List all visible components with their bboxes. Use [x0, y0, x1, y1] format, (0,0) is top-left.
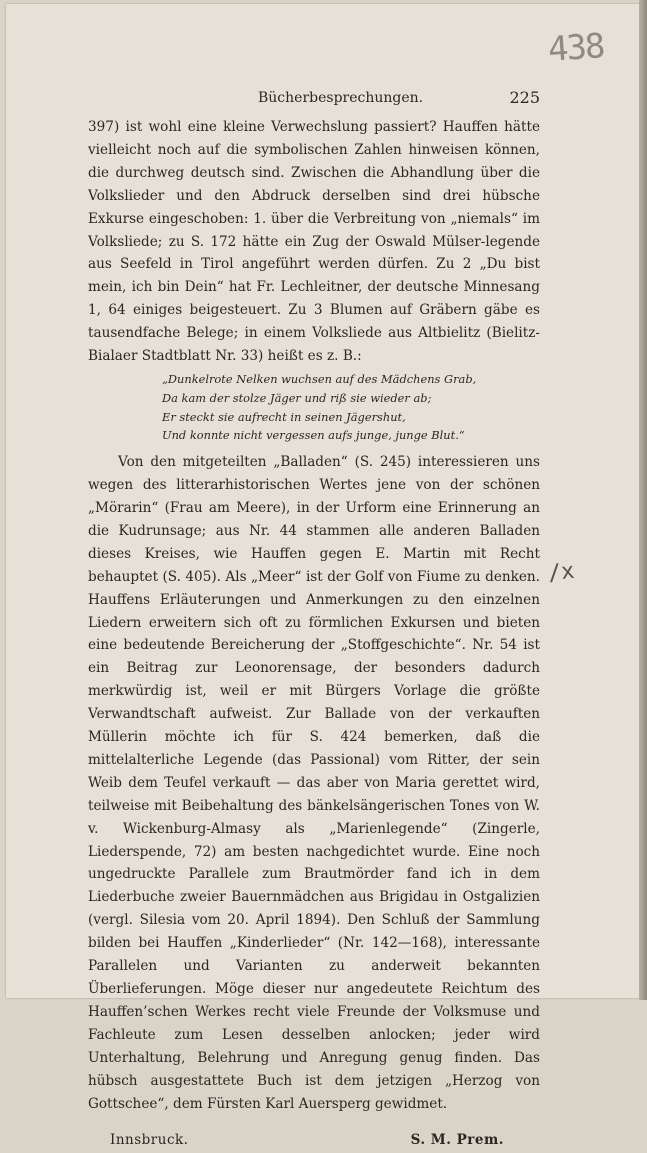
- poem-line: Da kam der stolze Jäger und riß sie wieder ab;: [162, 390, 432, 405]
- signature-line: [88, 1129, 540, 1153]
- margin-annotation: /x: [546, 558, 576, 587]
- pencil-folio-number: 438: [546, 26, 605, 70]
- quoted-poem: [88, 370, 540, 445]
- page-number: 225: [509, 88, 540, 107]
- signature-place: Innsbruck.: [110, 1132, 189, 1149]
- running-title: Bücherbesprechungen.: [258, 90, 424, 106]
- poem-line: „Dunkelrote Nelken wuchsen auf des Mädchens Grab,: [162, 371, 477, 386]
- body-text: [88, 116, 540, 1153]
- running-head: [88, 90, 540, 112]
- signature-name: S. M. Prem.: [410, 1132, 504, 1149]
- poem-line: Er steckt sie aufrecht in seinen Jägershut,: [162, 409, 406, 424]
- paragraph-1: 397) ist wohl eine kleine Verwechslung passiert? Hauffen hätte vielleicht noch auf die symbolischen Zahlen hinweisen können, die durchweg deutsch sind. Zwischen die Abhandlung über die Volkslieder und den Abdruck derselben sind drei hübsche Exkurse eingeschoben: 1. über die Verbreitung von „niemals“ im Volksliede; zu S. 172 hätte ein Zug der Oswald Mülser-legende aus Seefeld in Tirol angeführt werden dürfen. Zu 2 „Du bist mein, ich bin Dein“ hat Fr. Lechleitner, der deutsche Minnesang 1, 64 einiges beigesteuert. Zu 3 Blumen auf Gräbern gäbe es tausendfache Belege; in einem Volksliede aus Altbielitz (Bielitz-Bialaer Stadtblatt Nr. 33) heißt es z. B.:: [88, 119, 540, 365]
- paragraph-2: Von den mitgeteilten „Balladen“ (S. 245) interessieren uns wegen des litterarhistorischen Wertes jene von der schönen „Mörarin“ (Frau am Meere), in der Urform eine Erinnerung an die Kudrunsage; aus Nr. 44 stammen alle anderen Balladen dieses Kreises, wie Hauffen gegen E. Martin mit Recht behauptet (S. 405). Als „Meer“ ist der Golf von Fiume zu denken. Hauffens Erläuterungen und Anmerkungen zu den einzelnen Liedern erweitern sich oft zu förmlichen Exkursen und bieten eine bedeutende Bereicherung der „Stoffgeschichte“. Nr. 54 ist ein Beitrag zur Leonorensage, der besonders dadurch merkwürdig ist, weil er mit Bürgers Vorlage die größte Verwandtschaft aufweist. Zur Ballade von der verkauften Müllerin möchte ich für S. 424 bemerken, daß die mittelalterliche Legende (das Passional) vom Ritter, der sein Weib dem Teufel verkauft — das aber von Maria gerettet wird, teilweise mit Beibehaltung des bänkelsängerischen Tones von W. v. Wickenburg-Almasy als „Marienlegende“ (Zingerle, Liederspende, 72) am besten nachgedichtet wurde. Eine noch ungedruckte Parallele zum Brautmörder fand ich in dem Liederbuche zweier Bauernmädchen aus Brigidau in Ostgalizien (vergl. Silesia vom 20. April 1894). Den Schluß der Sammlung bilden bei Hauffen „Kinderlieder“ (Nr. 142—168), interessante Parallelen und Varianten zu anderweit bekannten Überlieferungen. Möge dieser nur angedeutete Reichtum des Hauffen’schen Werkes recht viele Freunde der Volksmuse und Fachleute zum Lesen desselben anlocken; jeder wird Unterhaltung, Belehrung und Anregung genug finden. Das hübsch ausgestattete Buch ist dem jetzigen „Herzog von Gottschee“, dem Fürsten Karl Auersperg gewidmet.: [88, 454, 540, 1112]
- page-edge: [639, 0, 647, 1000]
- poem-line: Und konnte nicht vergessen aufs junge, junge Blut.“: [162, 428, 465, 443]
